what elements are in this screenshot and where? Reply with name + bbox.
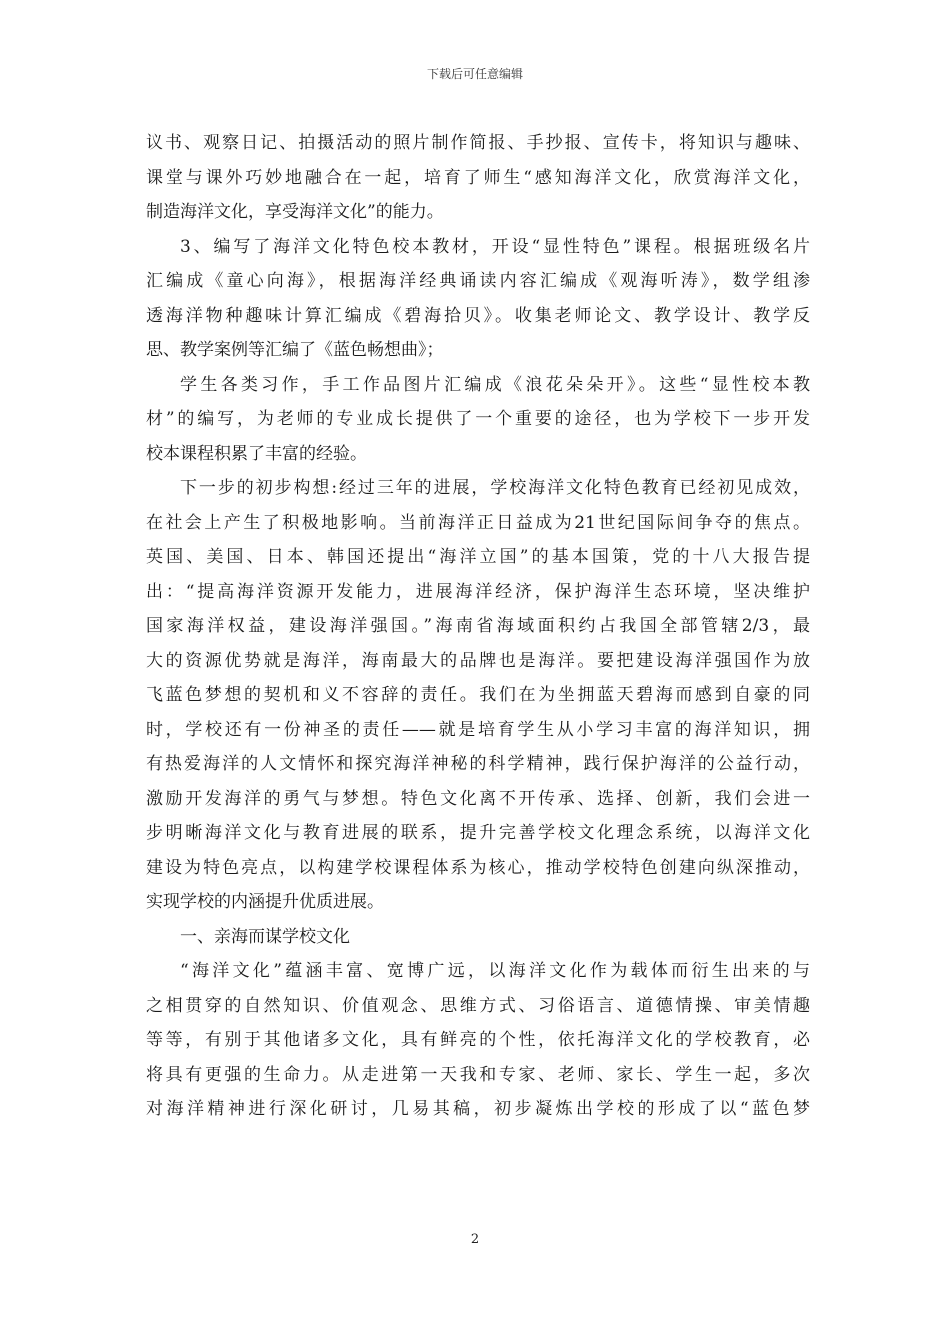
body-text xyxy=(146,126,810,1127)
text-line: 飞蓝色梦想的契机和义不容辞的责任。我们在为坐拥蓝天碧海而感到自豪的同 xyxy=(146,685,810,705)
text-line: 建设为特色亮点，以构建学校课程体系为核心，推动学校特色创建向纵深推动， xyxy=(146,857,810,878)
text-line: “海洋文化”蕴涵丰富、宽博广远，以海洋文化作为载体而衍生出来的与 xyxy=(180,961,810,981)
text-line: 英国、美国、日本、韩国还提出“海洋立国”的基本国策，党的十八大报告提 xyxy=(146,547,810,567)
text-line: 之相贯穿的自然知识、价值观念、思维方式、习俗语言、道德情操、审美情趣 xyxy=(146,995,810,1016)
text-line: 在社会上产生了积极地影响。当前海洋正日益成为21世纪国际间争夺的焦点。 xyxy=(146,512,810,533)
text-line: 汇编成《童心向海》，根据海洋经典诵读内容汇编成《观海听涛》，数学组渗 xyxy=(146,271,810,291)
text-line: 透海洋物种趣味计算汇编成《碧海拾贝》。收集老师论文、教学设计、教学反 xyxy=(146,305,810,326)
text-line: 制造海洋文化，享受海洋文化”的能力。 xyxy=(146,202,444,222)
text-line: 3、编写了海洋文化特色校本教材，开设“显性特色”课程。根据班级名片 xyxy=(180,236,810,257)
text-line: 下一步的初步构想:经过三年的进展，学校海洋文化特色教育已经初见成效， xyxy=(180,478,810,498)
text-line: 时，学校还有一份神圣的责任——就是培育学生从小学习丰富的海洋知识，拥 xyxy=(146,719,810,740)
text-line: 有热爱海洋的人文情怀和探究海洋神秘的科学精神，践行保护海洋的公益行动， xyxy=(146,754,810,774)
text-line: 步明晰海洋文化与教育进展的联系，提升完善学校文化理念系统，以海洋文化 xyxy=(146,823,810,843)
text-line: 国家海洋权益，建设海洋强国。”海南省海域面积约占我国全部管辖2/3，最 xyxy=(146,616,810,636)
page-number: 2 xyxy=(470,1232,480,1247)
text-line: 将具有更强的生命力。从走进第一天我和专家、老师、家长、学生一起，多次 xyxy=(146,1064,810,1085)
text-line: 课堂与课外巧妙地融合在一起，培育了师生“感知海洋文化，欣赏海洋文化， xyxy=(146,167,810,188)
page-header: 下载后可任意编辑 xyxy=(426,67,523,81)
text-line: 校本课程积累了丰富的经验。 xyxy=(146,443,367,464)
text-line: 激励开发海洋的勇气与梦想。特色文化离不开传承、选择、创新，我们会进一 xyxy=(146,788,810,809)
text-line: 大的资源优势就是海洋，海南最大的品牌也是海洋。要把建设海洋强国作为放 xyxy=(146,650,810,671)
section-heading: 一、亲海而谋学校文化 xyxy=(180,926,350,947)
text-line: 议书、观察日记、拍摄活动的照片制作简报、手抄报、宣传卡，将知识与趣味、 xyxy=(146,133,810,153)
text-line: 材”的编写，为老师的专业成长提供了一个重要的途径，也为学校下一步开发 xyxy=(146,409,810,429)
text-line: 学生各类习作，手工作品图片汇编成《浪花朵朵开》。这些“显性校本教 xyxy=(180,374,810,395)
text-line: 实现学校的内涵提升优质进展。 xyxy=(146,892,384,912)
text-line: 出：“提高海洋资源开发能力，进展海洋经济，保护海洋生态环境，坚决维护 xyxy=(146,581,810,602)
text-line: 思、教学案例等汇编了《蓝色畅想曲》； xyxy=(146,340,444,360)
text-line: 等等，有别于其他诸多文化，具有鲜亮的个性，依托海洋文化的学校教育，必 xyxy=(146,1030,810,1050)
text-line: 对海洋精神进行深化研讨，几易其稿，初步凝炼出学校的形成了以“蓝色梦 xyxy=(146,1099,810,1119)
